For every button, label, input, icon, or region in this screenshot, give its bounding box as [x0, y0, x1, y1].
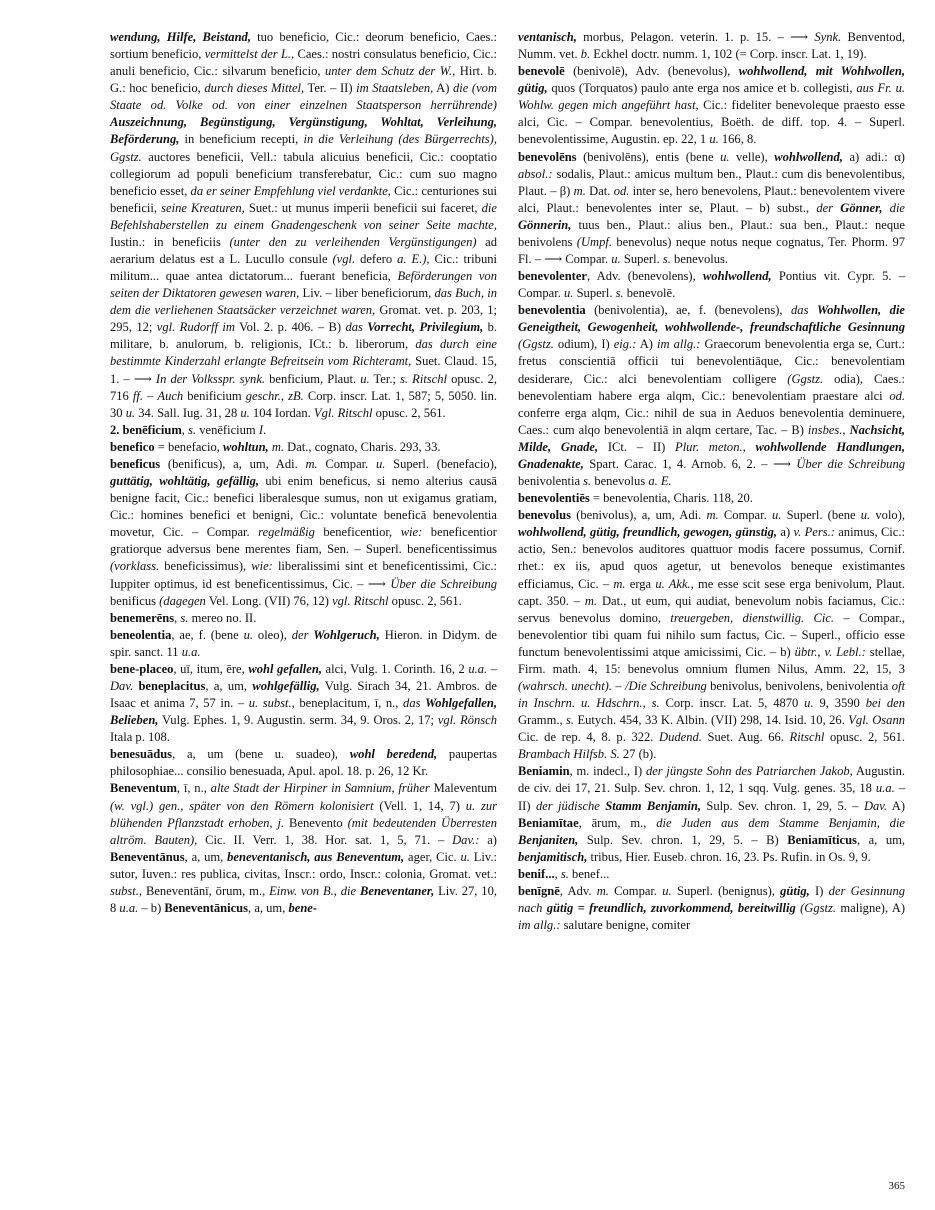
entry-benevolenter: benevolenter, Adv. (benevolens), wohlwollend, Pontius vit. Cypr. 5. – Compar. u. Superl. s. benevolē.	[518, 269, 905, 301]
entry-beneficium-continued: wendung, Hilfe, Beistand, tuo beneficio, Cic.: deorum beneficio, Caes.: sortium beneficio, vermittelst der L., Caes.: nostri consulatus beneficio, Cic.: anuli beneficio, Cic.: silvarum beneficio, unter dem Schutz der W., Hirt. b. G.: hoc beneficio, durch dieses Mittel, Ter. – II) im Staatsleben, A) die (vom Staate od. Volke od. von einer einzelnen Staatsperson herrührende) Auszeichnung, Begünstigung, Vergünstigung, Wohltat, Verleihung, Beförderung, in beneficium recepti, in die Verleihung (des Bürgerrechts), Ggstz. auctores beneficii, Vell.: tabula alicuius beneficii, Cic.: cooptatio collegiorum ad populi beneficium transferebatur, Cic.: cum suo magno beneficio esset, da er seiner Empfehlung viel verdankte, Cic.: centuriones sui beneficii, seine Kreaturen, Suet.: ut munus imperii beneficii sui faceret, die Befehlshaberstellen zu einem Gnadengeschenk von seiner Seite machte, Iustin.: in beneficiis (unter den zu verleihenden Vergünstigungen) ad aerarium delatus est a L. Lucullo consule (vgl. defero a. E.), Cic.: tribuni militum... quae antea dictatorum... fuerant beneficia, Beförderungen von seiten der Diktatoren gewesen waren, Liv. – liber beneficiorum, das Buch, in dem die verliehenen Staatsäcker verzeichnet waren, Gromat. vet. p. 203, 1; 295, 12; vgl. Rudorff im Vol. 2. p. 406. – B) das Vorrecht, Privilegium, b. militare, b. anulorum, b. religionis, ICt.: b. liberorum, das durch eine bestimmte Kinderzahl erlangte Befreitsein vom Richteramt, Suet. Claud. 15, 1. – ⟶ In der Volksspr. synk. benficium, Plaut. u. Ter.; s. Ritschl opusc. 2, 716 ff. – Auch benificium geschr., zB. Corp. inscr. Lat. 1, 587; 5, 5050. lin. 30 u. 34. Sall. Iug. 31, 28 u. 104 Iordan. Vgl. Ritschl opusc. 2, 561.	[110, 30, 498, 420]
entry-benesuadus: benesuādus, a, um (bene u. suadeo), wohl beredend, paupertas philosophiae... consilio benesuada, Apul. apol. 18. p. 26, 12 Kr.	[110, 747, 497, 779]
entry-beneficus: beneficus (benificus), a, um, Adi. m. Compar. u. Superl. (benefacio), guttätig, wohltätig, gefällig, ubi enim beneficus, si nemo alterius causā benigne facit, Cic.: benefici liberalesque sumus, non ut exigamus gratiam, Cic.: homines benefici et benigni, Cic.: voluntate beneficā benevolentia movetur, Cic. – Compar. regelmäßig beneficentior, wie: beneficentior gratiorque adversus bene merentes fiam, Sen. – Superl. beneficentissimus (vorklass. beneficissimus), wie: liberalissimi sint et beneficentissimi, Cic.: Iuppiter optimus, id est beneficentissimus, Cic. – ⟶ Über die Schreibung benificus (dagegen Vel. Long. (VII) 76, 12) vgl. Ritschl opusc. 2, 561.	[110, 456, 498, 608]
entry-benigne: benīgnē, Adv. m. Compar. u. Superl. (benignus), gütig, I) der Gesinnung nach gütig = freundlich, zuvorkommend, bereitwillig (Ggstz. maligne), A) im allg.: salutare benigne, comiter	[518, 883, 906, 933]
entry-beneolentia: beneolentia, ae, f. (bene u. oleo), der Wohlgeruch, Hieron. in Didym. de spir. sanct. 11 u.a.	[110, 627, 497, 659]
entry-benevolentia: benevolentia (benivolentia), ae, f. (benevolens), das Wohlwollen, die Geneigtheit, Gewogenheit, wohlwollende-, freundschaftliche Gesinnung (Ggstz. odium), I) eig.: A) im allg.: Graecorum benevolentia erga se, Curt.: fretus conscientiā officii tui benevolentiāque, Cic.: benevolentiam desiderare, Cic.: alci benevolentiam colligere (Ggstz. odia), Caes.: benevolentiam habere erga alqm, Cic.: benevolentiam praestare alci od. conferre erga alqm, Cic.: nihil de sua in Aeduos benevolentia deminuere, Caes.: cum alqo benevolentiā in alqm certare, Tac. – B) insbes., Nachsicht, Milde, Gnade, ICt. – II) Plur. meton., wohlwollende Handlungen, Gnadenakte, Spart. Carac. 1, 4. Arnob. 6, 2. – ⟶ Über die Schreibung benivolentia s. benevolus a. E.	[518, 303, 906, 489]
entry-benevolenties: benevolentiēs = benevolentia, Charis. 118, 20.	[518, 491, 753, 506]
entry-bene-placeo: bene-placeo, uī, itum, ēre, wohl gefallen, alci, Vulg. 1. Corinth. 16, 2 u.a. – Dav. beneplacitus, a, um, wohlgefällig, Vulg. Sirach 34, 21. Ambros. de Isaac et anima 7, 57 in. – u. subst., beneplacitum, ī, n., das Wohlgefallen, Belieben, Vulg. Ephes. 1, 9. Augustin. serm. 34, 9. Oros. 2, 17; vgl. Rönsch Itala p. 108.	[110, 661, 498, 745]
entry-benevole: benevolē (benivolē), Adv. (benevolus), wohlwollend, mit Wohlwollen, gütig, quos (Torquatos) paulo ante erga nos amice et b. collegisti, aus Fr. u. Wohlw. gegen mich angeführt hast, Cic.: fideliter benevoleque praesto esse alci, Cic. – Compar. benevolentius, Boëth. de diff. top. 4. – Superl. benevolentissime, Augustin. ep. 22, 1 u. 166, 8.	[518, 64, 905, 147]
entry-benevolus: benevolus (benivolus), a, um, Adi. m. Compar. u. Superl. (bene u. volo), wohlwollend, gütig, freundlich, gewogen, günstig, a) v. Pers.: animus, Cic.: actio, Sen.: benevolos auditores quattuor modis facere possumus, Cornif. rhet.: ex iis, apud quos agetur, ut benevolos beneque existimantes efficiamus, Cic. – m. erga u. Akk., me esse scit sese erga benivolum, Plaut. capt. 350. – m. Dat., ut eum, qui audiat, benevolum nobis faciamus, Cic.: servus benevolus domino, treuergeben, dienstwillig. Cic. – Compar., benevolentior tibi quam fui nihilo sum factus, Cic. – Superl., officio esse functum benevolentissimi atque amicissimi, Cic. – b) übtr., v. Lebl.: stellae, Firm. math. 4, 15: benevolus omnium flumen Nilus, Amm. 22, 15, 3 (wahrsch. unecht). – /Die Schreibung benivolus, benivolens, benivolentia oft in Inschrn. u. Hdschrn., s. Corp. inscr. Lat. 5, 4870 u. 9, 3590 bei den Gramm., s. Eutych. 454, 33 K. Albin. (VII) 298, 14. Isid. 10, 26. Vgl. Osann Cic. de rep. 4, 8. p. 322. Dudend. Suet. Aug. 66. Ritschl opusc. 2, 561. Brambach Hilfsb. S. 27 (b).	[518, 508, 906, 762]
entry-benemerens: benemerēns, s. mereo no. II.	[110, 610, 257, 625]
page-number: 365	[888, 1180, 905, 1192]
entry-benefico: benefico = benefacio, wohltun, m. Dat., cognato, Charis. 293, 33.	[110, 439, 441, 454]
entry-beneventum: Beneventum, ī, n., alte Stadt der Hirpiner in Samnium, früher Maleventum (w. vgl.) gen., später von den Römern kolonisiert (Vell. 1, 14, 7) u. zur blühenden Pflanzstadt erhoben, j. Benevento (mit bedeutenden Überresten altröm. Bauten), Cic. II. Verr. 1, 38. Hor. sat. 1, 5, 71. – Dav.: a) Beneventānus, a, um, beneventanisch, aus Beneventum, ager, Cic. u. Liv.: sutor, Iuven.: res publica, civitas, Inscr.: ordo, Inscr.: colonia, Gromat. vet.: subst., Beneventānī, ōrum, m., Einw. von B., die Beneventaner, Liv. 27, 10, 8 u.a. – b) Beneventānicus, a, um, bene-	[110, 781, 497, 915]
entry-benif: benif..., s. benef...	[518, 866, 610, 881]
left-column	[110, 29, 497, 917]
right-column	[518, 29, 905, 934]
entry-beniamin: Beniamin, m. indecl., I) der jüngste Sohn des Patriarchen Jakob, Augustin. de civ. dei 17, 21. Sulp. Sev. chron. 1, 12, 1 sqq. Vulg. genes. 35, 18 u.a. – II) der jüdische Stamm Benjamin, Sulp. Sev. chron. 1, 29, 5. – Dav. A) Beniamītae, ārum, m., die Juden aus dem Stamme Benjamin, die Benjaniten, Sulp. Sev. chron. 1, 29, 5. – B) Beniamīticus, a, um, benjamitisch, tribus, Hier. Euseb. chron. 16, 23. Ps. Rufin. in Os. 9, 9.	[518, 764, 906, 864]
entry-2-beneficium: 2. benēficium, s. venēficium I.	[110, 422, 267, 437]
entry-benevolens: benevolēns (benivolēns), entis (bene u. velle), wohlwollend, a) adi.: α) absol.: sodalis, Plaut.: amicus multum ben., Plaut.: cum dis benevolentibus, Plaut. – β) m. Dat. od. inter se, hero benevolens, Plaut.: benevolentem vivere alci, Plaut.: benevolentes inter se, Plaut. – b) subst., der Gönner, die Gönnerin, tuus ben., Plaut.: alius ben., Plaut.: sua ben., Plaut.: neque benivolens (Umpf. benevolus) neque notus neque cognatus, Ter. Phorm. 97 Fl. – ⟶ Compar. u. Superl. s. benevolus.	[518, 149, 906, 267]
entry-beneventum-continued: ventanisch, morbus, Pelagon. veterin. 1. p. 15. – ⟶ Synk. Benventod, Numm. vet. b. Eckhel doctr. numm. 1, 102 (= Corp. inscr. Lat. 1, 19).	[518, 30, 905, 62]
